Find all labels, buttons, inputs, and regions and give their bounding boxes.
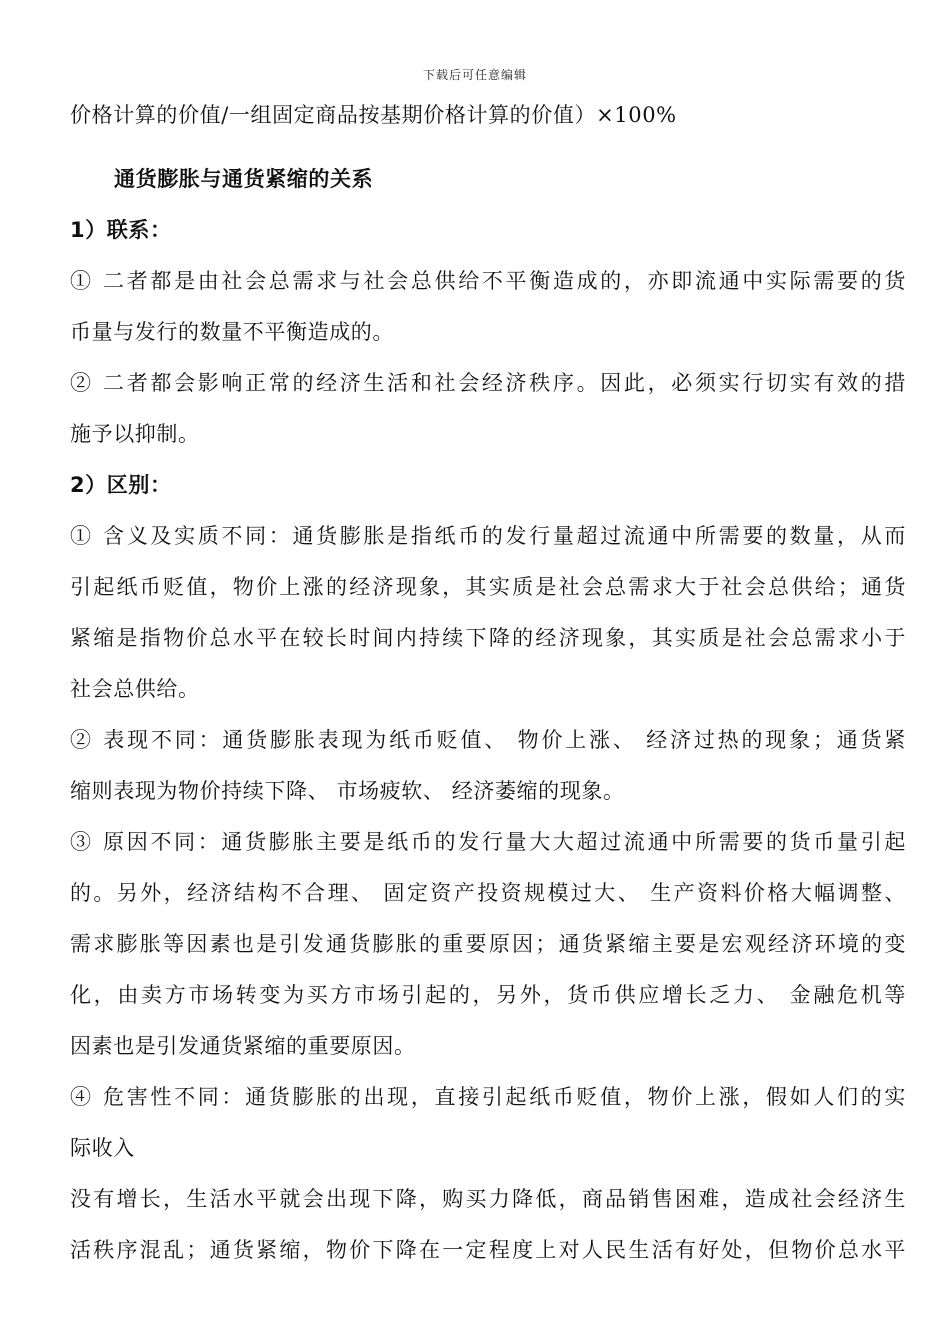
- text-line: 需求膨胀等因素也是引发通货膨胀的重要原因；通货紧缩主要是宏观经济环境的变: [70, 932, 906, 956]
- text-line: ② 二者都会影响正常的经济生活和社会经济秩序。因此，必须实行切实有效的措: [70, 371, 906, 395]
- paragraph-difference-harm: [70, 1072, 906, 1276]
- text-line: ③ 原因不同：通货膨胀主要是纸币的发行量大大超过流通中所需要的货币量引起: [70, 830, 906, 854]
- text-line: 引起纸币贬值，物价上涨的经济现象，其实质是社会总需求大于社会总供给；通货: [70, 575, 906, 599]
- section-title: 通货膨胀与通货紧缩的关系: [114, 167, 374, 191]
- text-line: ② 表现不同：通货膨胀表现为纸币贬值、 物价上涨、 经济过热的现象；通货紧: [70, 728, 906, 752]
- paragraph-difference-manifestation: [70, 715, 906, 817]
- paragraph-difference-meaning: [70, 511, 906, 715]
- text-line: 社会总供给。: [70, 677, 200, 701]
- text-line: 紧缩是指物价总水平在较长时间内持续下降的经济现象，其实质是社会总需求小于: [70, 626, 906, 650]
- text-line: 化，由卖方市场转变为买方市场引起的，另外，货币供应增长乏力、 金融危机等: [70, 983, 906, 1007]
- text-line: 币量与发行的数量不平衡造成的。: [70, 320, 394, 344]
- text-line: ① 二者都是由社会总需求与社会总供给不平衡造成的，亦即流通中实际需要的货: [70, 269, 906, 293]
- text-line: 活秩序混乱；通货紧缩，物价下降在一定程度上对人民生活有好处，但物价总水平: [70, 1238, 906, 1262]
- text-line: 因素也是引发通货紧缩的重要原因。: [70, 1034, 416, 1058]
- document-body: [70, 90, 906, 1276]
- text-line: 施予以抑制。: [70, 422, 200, 446]
- header-note: 下载后可任意编辑: [422, 68, 527, 82]
- paragraph-difference-cause: [70, 817, 906, 1072]
- text-line: ① 含义及实质不同：通货膨胀是指纸币的发行量超过流通中所需要的数量，从而: [70, 524, 906, 548]
- heading-relation: 1）联系：: [70, 218, 172, 242]
- text-line: 的。另外，经济结构不合理、 固定资产投资规模过大、 生产资料价格大幅调整、: [70, 881, 906, 905]
- text-line: 没有增长，生活水平就会出现下降，购买力降低，商品销售困难，造成社会经济生: [70, 1187, 906, 1211]
- intro-line: 价格计算的价值/一组固定商品按基期价格计算的价值）×100%: [70, 103, 677, 127]
- text-line: ④ 危害性不同：通货膨胀的出现，直接引起纸币贬值，物价上涨，假如人们的实: [70, 1085, 906, 1109]
- paragraph-relation-2: [70, 358, 906, 460]
- paragraph-relation-1: [70, 256, 906, 358]
- text-line: 际收入: [70, 1136, 135, 1160]
- heading-difference: 2）区别：: [70, 473, 172, 497]
- text-line: 缩则表现为物价持续下降、 市场疲软、 经济萎缩的现象。: [70, 779, 625, 803]
